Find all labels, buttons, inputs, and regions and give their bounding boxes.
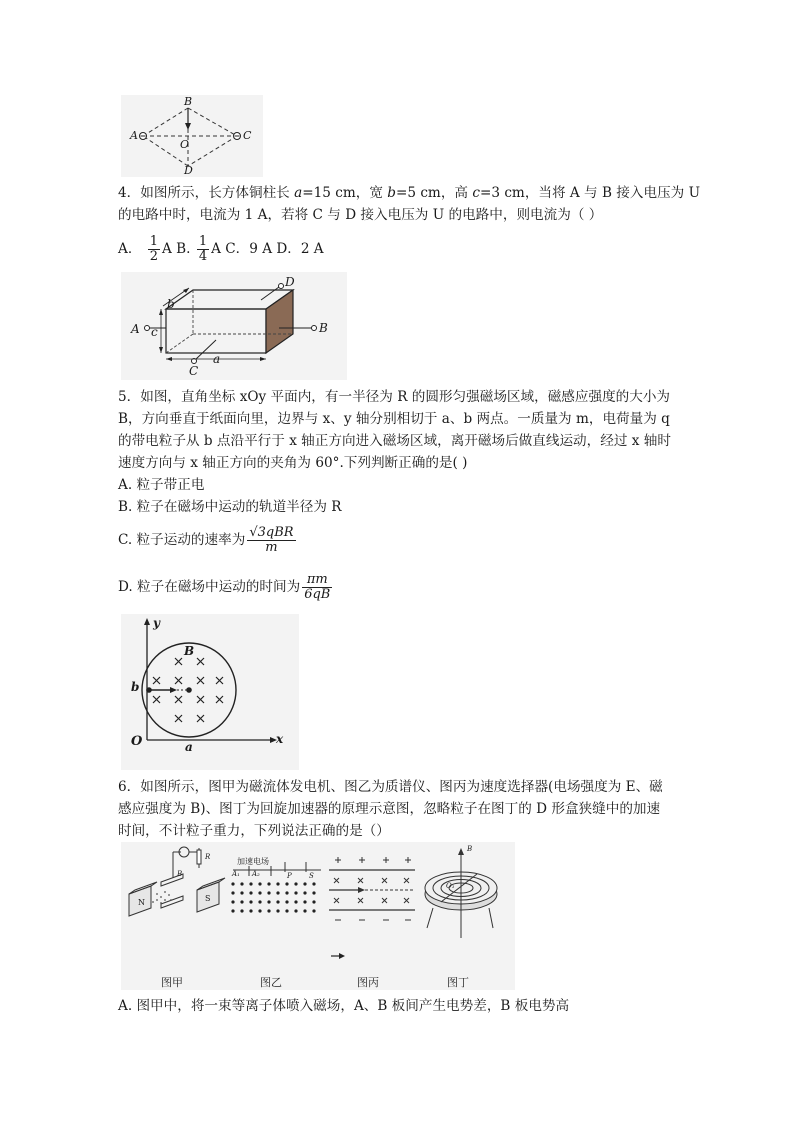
cuboid-label-d-terminal: D: [285, 275, 295, 289]
caption-yi: 图乙: [260, 976, 282, 989]
cuboid-label-a-terminal: A: [131, 322, 140, 336]
label-b-plate: B: [177, 870, 183, 878]
label-n-pole: N: [138, 898, 145, 907]
cuboid-label-c-terminal: C: [189, 364, 199, 378]
frac-quarter: $\frac{1}{4}$: [198, 234, 208, 264]
cuboid-dim-c: c: [151, 325, 158, 339]
axis-y-label: y: [153, 616, 160, 630]
caption-jia: 图甲: [161, 976, 183, 989]
field-b-label: B: [184, 644, 195, 658]
q5-line1: 5．如图，直角坐标 xOy 平面内，有一半径为 R 的圆形匀强磁场区域，磁感应强度的大小为: [118, 389, 671, 405]
devices-figure: [121, 842, 515, 990]
q4-line2: 的电路中时，电流为 1 A，若将 C 与 D 接入电压为 U 的电路中，则电流为（ ）: [118, 207, 603, 223]
accel-field-label: 加速电场: [237, 857, 269, 866]
rhombus-figure: [121, 95, 263, 177]
q6-line2: 感应强度为 B)、图丁为回旋加速器的原理示意图，忽略粒子在图丁的 D 形盒狭缝中的加速: [118, 801, 661, 817]
label-o1: O₁: [446, 882, 455, 890]
q5-line2: B，方向垂直于纸面向里，边界与 x、y 轴分别相切于 a、b 两点。一质量为 m，电荷量为 q: [118, 411, 670, 427]
caption-bing: 图丙: [357, 976, 379, 989]
label-s-pole: S: [205, 894, 211, 903]
label-a1: A₁: [232, 870, 240, 878]
label-c: C: [243, 129, 252, 142]
point-a-label: a: [185, 740, 193, 754]
q6-line3: 时间，不计粒子重力，下列说法正确的是（）: [118, 823, 390, 839]
q6-line1: 6．如图所示，图甲为磁流体发电机、图乙为质谱仪、图丙为速度选择器(电场强度为 E、磁: [118, 779, 663, 795]
q5-line4: 速度方向与 x 轴正方向的夹角为 60°.下列判断正确的是( ): [118, 455, 468, 471]
q5-option-d: D. 粒子在磁场中运动的时间为 $\frac{\pi m}{6qB}$: [118, 572, 331, 602]
label-a2: A₂: [252, 870, 260, 878]
axis-x-label: x: [276, 732, 284, 746]
q6-option-a: A. 图甲中，将一束等离子体喷入磁场，A、B 板间产生电势差，B 板电势高: [118, 998, 570, 1014]
cuboid-label-b-terminal: B: [319, 321, 328, 335]
q5-option-a: A. 粒子带正电: [118, 477, 205, 493]
cuboid-figure: [121, 272, 347, 380]
q5-option-c: C. 粒子运动的速率为 $\frac{\text{√3qBR}}{m}$: [118, 525, 294, 555]
magnetic-field-figure: [121, 614, 299, 770]
frac-half: $\frac{1}{2}$: [149, 234, 159, 264]
q4-line1: 4．如图所示，长方体铜柱长 a=15 cm，宽 b=5 cm，高 c=3 cm，当将 A 与 B 接入电压为 U: [118, 185, 701, 201]
origin-label: O: [131, 734, 143, 749]
label-b-field: B: [467, 845, 473, 853]
q4-options: A． $\frac{1}{2}$ A B. $\frac{1}{4}$ A C．9 A D．2 A: [118, 234, 324, 264]
cuboid-dim-a: a: [213, 352, 221, 366]
cuboid-dim-b: b: [167, 297, 175, 311]
label-a: A: [130, 129, 138, 142]
q5-option-b: B. 粒子在磁场中运动的轨道半径为 R: [118, 499, 342, 515]
label-b: B: [184, 95, 193, 108]
point-b-label: b: [131, 680, 140, 694]
label-d: D: [184, 164, 193, 177]
q5-line3: 的带电粒子从 b 点沿平行于 x 轴正方向进入磁场区域，离开磁场后做直线运动，经过 x 轴时: [118, 433, 671, 449]
caption-ding: 图丁: [447, 976, 469, 989]
label-p: P: [287, 872, 292, 880]
label-r: R: [205, 853, 211, 861]
label-o: O: [180, 138, 190, 151]
label-s: S: [309, 872, 314, 880]
